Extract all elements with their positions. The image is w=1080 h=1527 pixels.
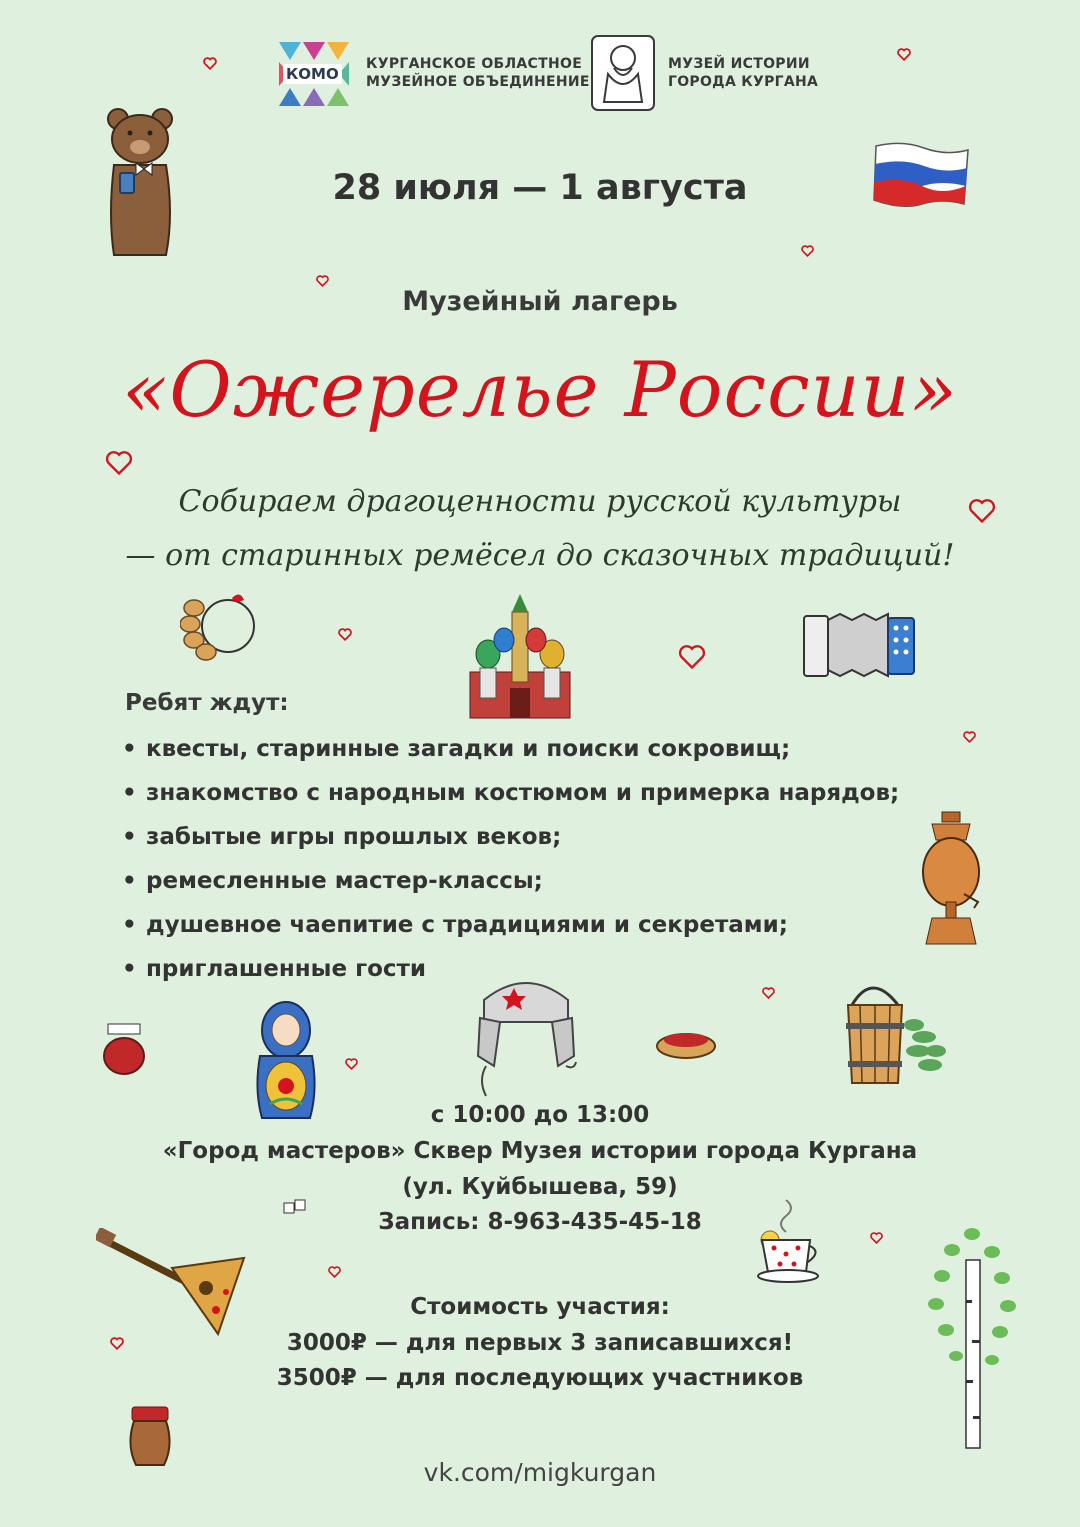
bullet: •	[122, 824, 137, 850]
event-time: с 10:00 до 13:00	[430, 1102, 650, 1128]
komo-badge: КОМО	[283, 64, 342, 84]
tagline-line2: — от старинных ремёсел до сказочных традиций!	[125, 538, 955, 573]
org-name-line2: МУЗЕЙНОЕ ОБЪЕДИНЕНИЕ	[366, 74, 590, 90]
heart-icon	[203, 57, 217, 70]
event-address: (ул. Куйбышева, 59)	[402, 1174, 678, 1200]
bullet: •	[122, 868, 137, 894]
list-item-text: квесты, старинные загадки и поиски сокровищ;	[146, 736, 791, 762]
komo-logo	[279, 42, 349, 106]
org-name-line1: КУРГАНСКОЕ ОБЛАСТНОЕ	[366, 56, 583, 72]
heart-icon	[963, 731, 976, 743]
museum-name-line1: МУЗЕЙ ИСТОРИИ	[668, 56, 810, 72]
activities-heading: Ребят ждут:	[125, 690, 289, 716]
samovar-icon	[918, 810, 984, 950]
event-title: «Ожерелье России»	[121, 345, 959, 434]
heart-icon	[345, 1058, 358, 1070]
heart-icon	[678, 644, 706, 670]
signup-phone: Запись: 8-963-435-45-18	[378, 1209, 702, 1235]
jam-jar-icon	[100, 1020, 148, 1076]
bullet: •	[122, 736, 137, 762]
list-item-text: забытые игры прошлых веков;	[146, 824, 562, 850]
event-place: «Город мастеров» Сквер Музея истории города Кургана	[162, 1138, 918, 1164]
st-basils-cathedral-icon	[460, 592, 580, 720]
list-item	[122, 820, 899, 864]
list-item	[122, 864, 899, 908]
list-item	[122, 776, 899, 820]
list-item-text: ремесленные мастер-классы;	[146, 868, 543, 894]
bagels-icon	[180, 588, 260, 668]
heart-icon	[897, 48, 911, 61]
museum-name-line2: ГОРОДА КУРГАНА	[668, 74, 819, 90]
heart-icon	[338, 628, 352, 641]
bullet: •	[122, 956, 137, 982]
list-item-text: знакомство с народным костюмом и примерка нарядов;	[146, 780, 900, 806]
heart-icon	[105, 450, 133, 476]
heart-icon	[801, 245, 814, 257]
list-item	[122, 732, 899, 776]
price-heading: Стоимость участия:	[410, 1294, 670, 1320]
list-item-text: приглашенные гости	[146, 956, 426, 982]
price-line-1: 3000₽ — для первых 3 записавшихся!	[286, 1330, 794, 1356]
accordion-icon	[800, 610, 918, 682]
org-name	[366, 55, 590, 91]
price-line-2: 3500₽ — для последующих участников	[276, 1365, 804, 1391]
event-subtitle: Музейный лагерь	[402, 286, 678, 317]
museum-portrait-icon	[590, 34, 656, 112]
caviar-icon	[655, 1026, 717, 1060]
bullet: •	[122, 912, 137, 938]
activities-list	[122, 732, 899, 996]
list-item-text: душевное чаепитие с традициями и секретами;	[146, 912, 788, 938]
museum-portrait-logo	[590, 34, 656, 116]
heart-icon	[328, 1266, 341, 1278]
list-item	[122, 908, 899, 952]
list-item	[122, 952, 899, 996]
museum-name	[668, 55, 818, 91]
tagline-line1: Собираем драгоценности русской культуры	[178, 484, 902, 519]
vk-link[interactable]: vk.com/migkurgan	[423, 1458, 657, 1487]
bullet: •	[122, 780, 137, 806]
event-dates: 28 июля — 1 августа	[332, 168, 748, 208]
